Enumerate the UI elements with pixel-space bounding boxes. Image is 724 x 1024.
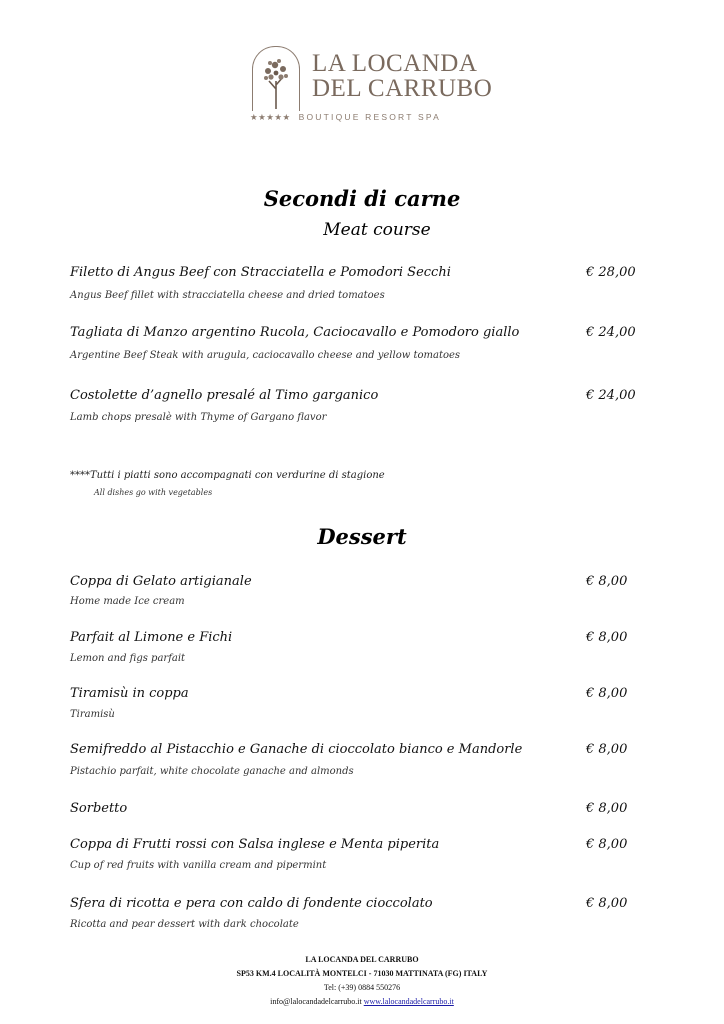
logo-line2: DEL CARRUBO: [312, 75, 493, 102]
menu-item-description: Pistachio parfait, white chocolate ganache and almonds: [70, 766, 354, 777]
logo-line1: LA LOCANDA: [312, 50, 478, 77]
menu-item-name: Tagliata di Manzo argentino Rucola, Caciocavallo e Pomodoro giallo: [70, 325, 520, 340]
logo-stars: ★★★★★: [250, 112, 291, 122]
menu-item-price: € 8,00: [586, 686, 628, 701]
meat-section-title: Secondi di carne: [263, 186, 461, 211]
footer-address: SP53 KM.4 LOCALITÀ MONTELCI - 71030 MATTINATA (FG) ITALY: [236, 969, 488, 978]
dessert-section-title: Dessert: [317, 524, 407, 549]
logo-tree-icon: [252, 46, 300, 111]
menu-item-description: Argentine Beef Steak with arugula, caciocavallo cheese and yellow tomatoes: [70, 350, 461, 361]
menu-item-price: € 8,00: [586, 742, 628, 757]
menu-item-name: Costolette d’agnello presalé al Timo garganico: [70, 388, 379, 403]
menu-item-name: Tiramisù in coppa: [70, 686, 189, 701]
footer-name: LA LOCANDA DEL CARRUBO: [305, 955, 419, 964]
menu-item-name: Sfera di ricotta e pera con caldo di fondente cioccolato: [70, 896, 433, 911]
menu-item-description: Angus Beef fillet with stracciatella cheese and dried tomatoes: [70, 290, 385, 301]
logo-subtitle-text: BOUTIQUE RESORT SPA: [298, 112, 442, 122]
footer-email[interactable]: info@lalocandadelcarrubo.it: [270, 997, 362, 1006]
menu-item-description: Lamb chops presalè with Thyme of Gargano flavor: [70, 412, 327, 423]
menu-item-price: € 8,00: [586, 574, 628, 589]
menu-item-description: Tiramisù: [70, 709, 115, 720]
side-dish-note: ****Tutti i piatti sono accompagnati con verdurine di stagione: [70, 470, 385, 481]
menu-item-price: € 24,00: [586, 388, 636, 403]
menu-item-name: Coppa di Gelato artigianale: [70, 574, 252, 589]
menu-item-name: Semifreddo al Pistacchio e Ganache di cioccolato bianco e Mandorle: [70, 742, 523, 757]
menu-item-name: Filetto di Angus Beef con Stracciatella e Pomodori Secchi: [70, 265, 451, 280]
menu-item-price: € 8,00: [586, 837, 628, 852]
menu-item-description: Lemon and figs parfait: [70, 653, 186, 664]
menu-item-price: € 24,00: [586, 325, 636, 340]
logo-subtitle: [250, 112, 441, 123]
menu-item-name: Parfait al Limone e Fichi: [70, 630, 233, 645]
side-dish-note-english: All dishes go with vegetables: [94, 488, 213, 497]
meat-section-subtitle: Meat course: [323, 220, 431, 240]
logo: [252, 46, 492, 128]
menu-item-price: € 8,00: [586, 896, 628, 911]
menu-item-description: Cup of red fruits with vanilla cream and pipermint: [70, 860, 327, 871]
menu-item-description: Home made Ice cream: [70, 596, 185, 607]
menu-item-price: € 28,00: [586, 265, 636, 280]
menu-item-name: Coppa di Frutti rossi con Salsa inglese e Menta piperita: [70, 837, 440, 852]
footer-contacts: [0, 997, 724, 1006]
footer-phone: Tel: (+39) 0884 550276: [323, 983, 401, 992]
footer-website-link[interactable]: www.lalocandadelcarrubo.it: [363, 997, 454, 1006]
menu-item-description: Ricotta and pear dessert with dark chocolate: [70, 919, 299, 930]
menu-item-price: € 8,00: [586, 630, 628, 645]
menu-item-price: € 8,00: [586, 801, 628, 816]
menu-item-name: Sorbetto: [70, 801, 128, 816]
